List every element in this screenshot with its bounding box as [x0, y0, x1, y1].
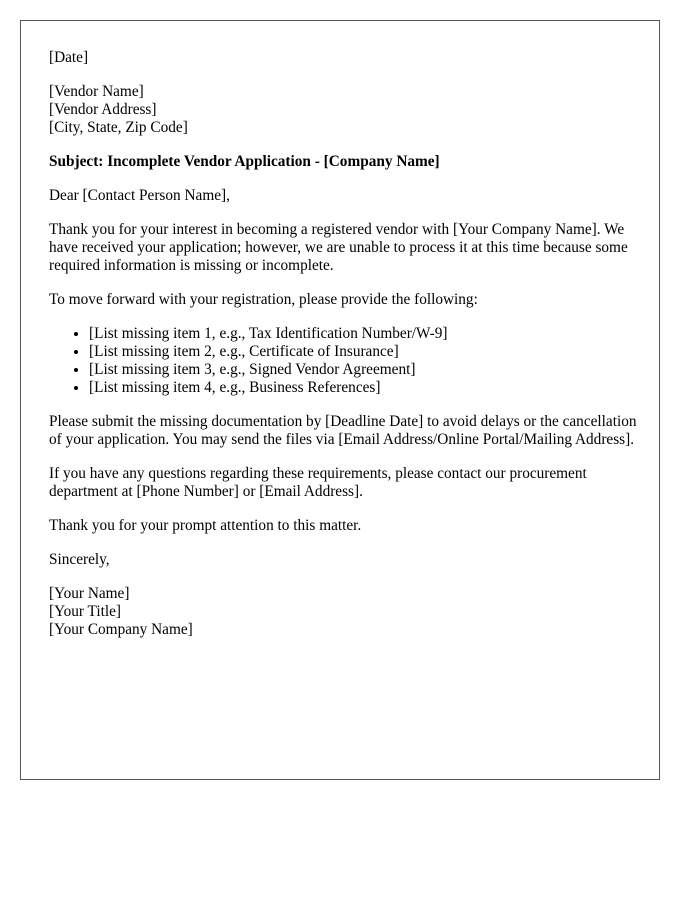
recipient-block [49, 83, 639, 137]
closing: Sincerely, [49, 551, 110, 568]
contact-paragraph: If you have any questions regarding these requirements, please contact our procurement department at [Phone Number] or [Email Address]. [49, 465, 587, 500]
list-item: • [List missing item 2, e.g., Certificate of Insurance] [89, 343, 639, 361]
intro-paragraph: Thank you for your interest in becoming a registered vendor with [Your Company Name]. We have received your application; however, we are unable to process it at this time because some required information is missing or incomplete. [49, 221, 628, 274]
vendor-city-state-zip: [City, State, Zip Code] [49, 119, 188, 136]
letter-body [49, 49, 639, 655]
signature-block [49, 585, 639, 639]
signature-name: [Your Name] [49, 585, 130, 602]
request-paragraph: To move forward with your registration, please provide the following: [49, 291, 478, 308]
list-item: • [List missing item 1, e.g., Tax Identification Number/W-9] [89, 325, 639, 343]
signature-company: [Your Company Name] [49, 621, 193, 638]
missing-items-list [49, 325, 639, 397]
deadline-paragraph: Please submit the missing documentation by [Deadline Date] to avoid delays or the cancellation of your application. You may send the files via [Email Address/Online Portal/Mailing Address]. [49, 413, 637, 448]
vendor-name: [Vendor Name] [49, 83, 144, 100]
letter-date: [Date] [49, 49, 89, 66]
salutation: Dear [Contact Person Name], [49, 187, 230, 204]
subject-line: Subject: Incomplete Vendor Application - [Company Name] [49, 153, 440, 170]
letter-page [20, 20, 660, 780]
signature-title: [Your Title] [49, 603, 121, 620]
list-item: • [List missing item 4, e.g., Business References] [89, 379, 639, 397]
thanks-paragraph: Thank you for your prompt attention to this matter. [49, 517, 362, 534]
vendor-address: [Vendor Address] [49, 101, 157, 118]
list-item: • [List missing item 3, e.g., Signed Vendor Agreement] [89, 361, 639, 379]
